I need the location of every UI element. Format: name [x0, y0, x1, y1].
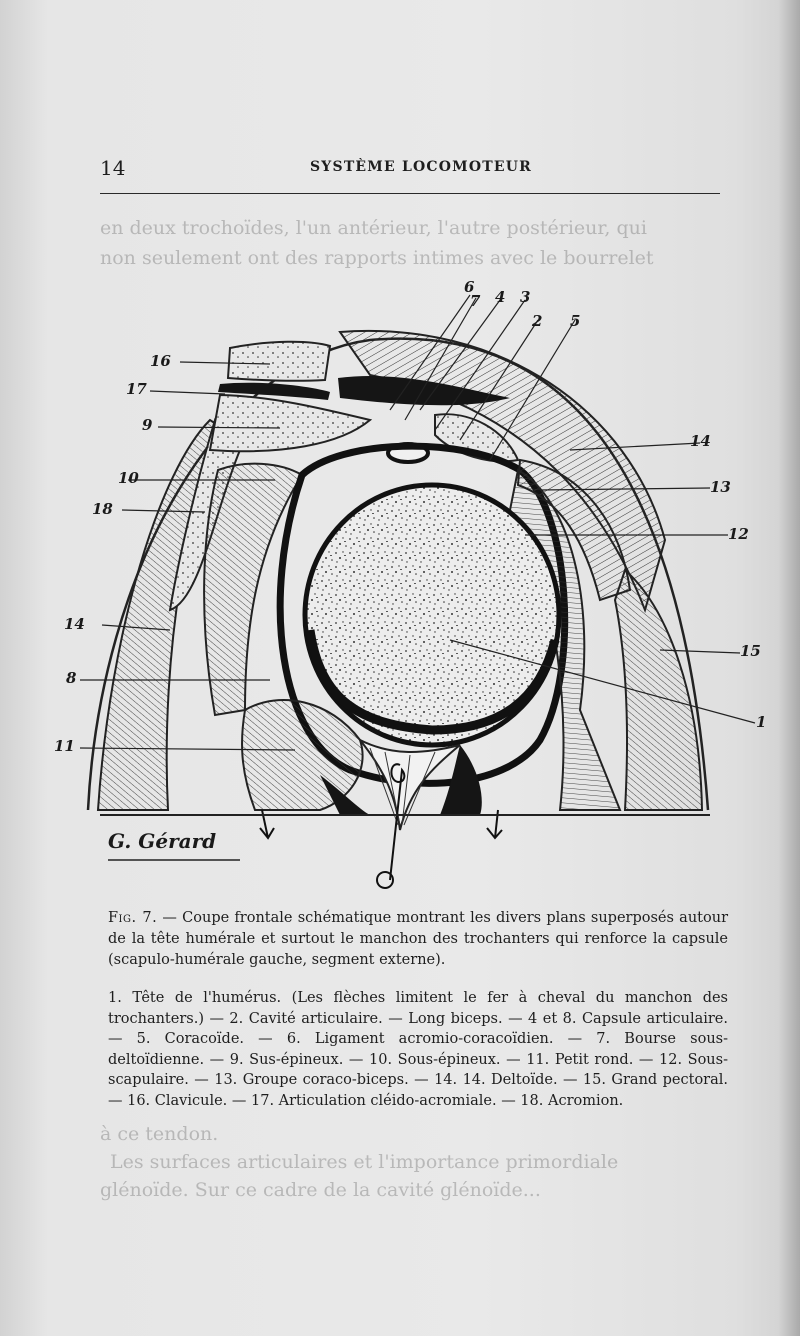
- label-2: 2: [532, 312, 543, 330]
- label-15: 15: [740, 642, 761, 660]
- label-16: 16: [150, 352, 171, 370]
- label-13: 13: [710, 478, 731, 496]
- label-5: 5: [570, 312, 581, 330]
- label-11: 11: [54, 737, 75, 755]
- label-12: 12: [728, 525, 749, 543]
- show-through-line: glénoïde. Sur ce cadre de la cavité glénoïde...: [100, 1179, 541, 1201]
- illustrator-signature: G. Gérard: [108, 829, 217, 853]
- label-6: 6: [464, 278, 475, 296]
- label-4: 4: [495, 288, 506, 306]
- show-through-line: à ce tendon.: [100, 1123, 219, 1145]
- show-through-line: non seulement ont des rapports intimes avec le bourrelet: [100, 247, 654, 269]
- supraspinatus: [210, 395, 370, 451]
- label-1: 1: [756, 713, 767, 731]
- page-number: 14: [100, 156, 126, 180]
- show-through-line: Les surfaces articulaires et l'importance primordiale: [110, 1151, 619, 1173]
- running-title: SYSTÈME LOCOMOTEUR: [310, 159, 532, 175]
- label-3: 3: [520, 288, 531, 306]
- caption-text: — Coupe frontale schématique montrant les divers plans superposés autour de la tête humérale et surtout le manchon des trochanters qui renforce la capsule (scapulo-humérale gauche, segment externe).: [108, 910, 728, 968]
- anatomical-figure: [40, 270, 780, 900]
- label-14-left: 14: [64, 615, 85, 633]
- label-8: 8: [66, 669, 77, 687]
- label-9: 9: [142, 416, 153, 434]
- clavicle: [228, 342, 330, 381]
- show-through-line: en deux trochoïdes, l'un antérieur, l'autre postérieur, qui: [100, 217, 647, 239]
- pectoral: [615, 570, 702, 810]
- figure-caption: [108, 908, 728, 971]
- label-18: 18: [92, 500, 113, 518]
- figure-legend: 1. Tête de l'humérus. (Les flèches limitent le fer à cheval du manchon des trochanters.) — 2. Cavité articulaire. — Long biceps. — 4 et 8. Capsule articulaire. — 5. Coracoïde. — 6. Ligament acromio-coracoïdien. — 7. Bourse sous-deltoïdienne. — 9. Sus-épineux. — 10. Sous-épineux. — 11. Petit rond. — 12. Sous-scapulaire. — 13. Groupe coraco-biceps. — 14. 14. Deltoïde. — 15. Grand pectoral. — 16. Clavicule. — 17. Articulation cléido-acromiale. — 18. Acromion.: [108, 990, 728, 1109]
- label-14-right: 14: [690, 432, 711, 450]
- label-7: 7: [470, 292, 481, 310]
- page-spine-shadow: [778, 0, 800, 1336]
- caption-label: Fig. 7.: [108, 910, 158, 926]
- header-rule: [100, 193, 720, 194]
- teres-minor: [242, 700, 363, 810]
- page-header: [100, 152, 720, 182]
- label-10: 10: [118, 469, 139, 487]
- label-17: 17: [126, 380, 147, 398]
